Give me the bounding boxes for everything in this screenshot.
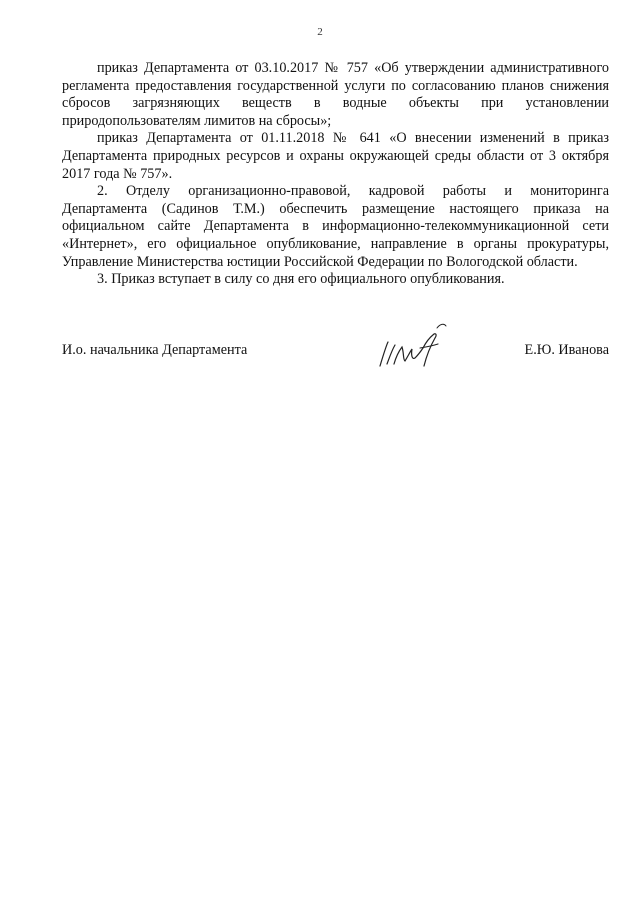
paragraph-item-2: 2. Отделу организационно-правовой, кадровой работы и мониторинга Департамента (Садинов Т.М.) обеспечить размещение настоящего приказа на официальном сайте Департамента в информационно-телекоммуникационной сети «Интернет», его официальное опубликование, направление в органы прокуратуры, Управление Министерства юстиции Российской Федерации по Вологодской области. bbox=[62, 183, 609, 270]
paragraph-item-3: 3. Приказ вступает в силу со дня его официального опубликования. bbox=[97, 271, 505, 288]
paragraph-order-641: приказ Департамента от 01.11.2018 № 641 «О внесении изменений в приказ Департамента природных ресурсов и охраны окружающей среды области от 3 октября 2017 года № 757». bbox=[62, 130, 609, 182]
document-body bbox=[62, 60, 609, 289]
signatory-name: Е.Ю. Иванова bbox=[524, 342, 609, 358]
signatory-position: И.о. начальника Департамента bbox=[62, 342, 248, 358]
page-number: 2 bbox=[317, 26, 323, 38]
signature-block bbox=[62, 338, 609, 378]
handwritten-signature bbox=[374, 320, 454, 374]
paragraph-order-757: приказ Департамента от 03.10.2017 № 757 «Об утверждении административного регламента предоставления государственной услуги по согласованию планов снижения сбросов загрязняющих веществ в водные объекты при установлении природопользователям лимитов на сбросы»; bbox=[62, 60, 609, 129]
